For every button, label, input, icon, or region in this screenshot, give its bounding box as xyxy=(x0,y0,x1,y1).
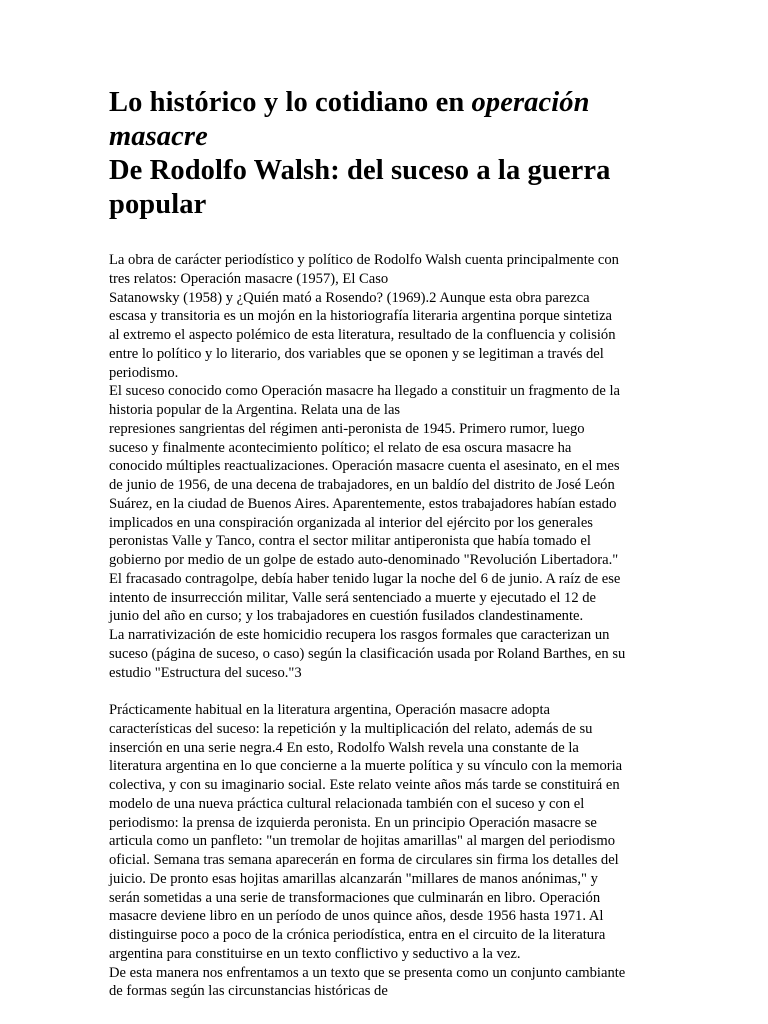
title-line-1-plain: Lo histórico y lo cotidiano en xyxy=(109,87,472,118)
document-title xyxy=(109,86,669,222)
body-text-line: masacre deviene libro en un período de unos quince años, desde 1956 hasta 1971. Al xyxy=(109,908,604,925)
body-text-line: características del suceso: la repetición y la multiplicación del relato, además de su xyxy=(109,720,593,737)
paragraph-gap xyxy=(109,682,669,701)
body-text-line: represiones sangrientas del régimen anti-peronista de 1945. Primero rumor, luego xyxy=(109,420,585,437)
body-text-line: La narrativización de este homicidio recupera los rasgos formales que caracterizan un xyxy=(109,627,610,643)
body-text-line: escasa y transitoria es un mojón en la historiografía literaria argentina porque sintetiza xyxy=(109,308,613,325)
body-text-line: El suceso conocido como Operación masacre ha llegado a constituir un fragmento de la xyxy=(109,383,621,400)
body-text-line: La obra de carácter periodístico y político de Rodolfo Walsh cuenta principalmente con xyxy=(109,252,619,268)
body-text-line: periodismo. xyxy=(109,364,179,381)
title-line-3: De Rodolfo Walsh: del suceso a la guerra xyxy=(109,155,611,186)
body-text-line: al extremo el aspecto polémico de esta literatura, resultado de la confluencia y colisión xyxy=(109,327,616,343)
body-text-line: distinguirse poco a poco de la crónica periodística, entra en el circuito de la literatura xyxy=(109,927,606,943)
body-text-line: de formas según las circunstancias históricas de xyxy=(109,983,388,1000)
body-text-line: modelo de una nueva práctica cultural relacionada también con el suceso y con el xyxy=(109,795,585,812)
title-line-2: masacre xyxy=(109,121,208,152)
body-text-line: Satanowsky (1958) y ¿Quién mató a Rosendo? (1969).2 Aunque esta obra parezca xyxy=(109,289,590,306)
body-text-line: El fracasado contragolpe, debía haber tenido lugar la noche del 6 de junio. A raíz de ese xyxy=(109,570,621,587)
body-text-line: serán sometidas a una serie de transformaciones que culminarán en libro. Operación xyxy=(109,889,601,906)
body-text-line: conocido múltiples reactualizaciones. Operación masacre cuenta el asesinato, en el mes xyxy=(109,458,620,475)
body-text-line: suceso (página de suceso, o caso) según la clasificación usada por Roland Barthes, en su xyxy=(109,645,626,662)
body-text-line: suceso y finalmente acontecimiento político; el relato de esa oscura masacre ha xyxy=(109,439,572,456)
body-text-line: colectiva, y con su imaginario social. Este relato veinte años más tarde se constituirá en xyxy=(109,777,620,793)
title-line-4: popular xyxy=(109,189,207,220)
body-text-line: estudio "Estructura del suceso."3 xyxy=(109,664,302,681)
title-line-1-italic: operación xyxy=(471,87,590,118)
title-line-1 xyxy=(109,86,669,120)
body-text-line: historia popular de la Argentina. Relata una de las xyxy=(109,402,401,418)
body-text-line: gobierno por medio de un golpe de estado auto-denominado "Revolución Libertadora." xyxy=(109,552,619,568)
body-text-line: literatura argentina en lo que concierne a la muerte política y su vínculo con la memoria xyxy=(109,758,623,775)
body-text-line: Suárez, en la ciudad de Buenos Aires. Aparentemente, estos trabajadores habían estado xyxy=(109,495,617,512)
body-text-line: inserción en una serie negra.4 En esto, Rodolfo Walsh revela una constante de la xyxy=(109,739,579,756)
body-text-line: De esta manera nos enfrentamos a un texto que se presenta como un conjunto cambiante xyxy=(109,964,626,981)
body-text-line: Prácticamente habitual en la literatura argentina, Operación masacre adopta xyxy=(109,702,550,718)
body-text-line: periodismo: la prensa de izquierda peronista. En un principio Operación masacre se xyxy=(109,814,597,831)
body-text-line: tres relatos: Operación masacre (1957), El Caso xyxy=(109,270,389,287)
document-body xyxy=(109,251,669,1001)
body-text-line: articula como un panfleto: "un tremolar de hojitas amarillas" al margen del periodismo xyxy=(109,833,616,850)
body-text-line: intento de insurrección militar, Valle será sentenciado a muerte y ejecutado el 12 de xyxy=(109,589,597,606)
body-text-line: entre lo político y lo literario, dos variables que se oponen y se legitiman a través del xyxy=(109,345,604,362)
body-text-line: peronistas Valle y Tanco, contra el sector militar antiperonista que había tomado el xyxy=(109,533,591,550)
body-text-line: argentina para constituirse en un texto conflictivo y seductivo a la vez. xyxy=(109,945,521,962)
body-text-line: juicio. De pronto esas hojitas amarillas alcanzarán "millares de manos anónimas," y xyxy=(109,870,598,887)
body-text-line: junio del año en curso; y los trabajadores en cuestión fusilados clandestinamente. xyxy=(109,608,584,625)
body-text-line: implicados en una conspiración organizada al interior del ejército por los generales xyxy=(109,514,593,531)
body-text-line: de junio de 1956, de una decena de trabajadores, en un baldío del distrito de José León xyxy=(109,477,615,493)
body-text-line: oficial. Semana tras semana aparecerán en forma de circulares sin firma los detalles del xyxy=(109,852,619,868)
